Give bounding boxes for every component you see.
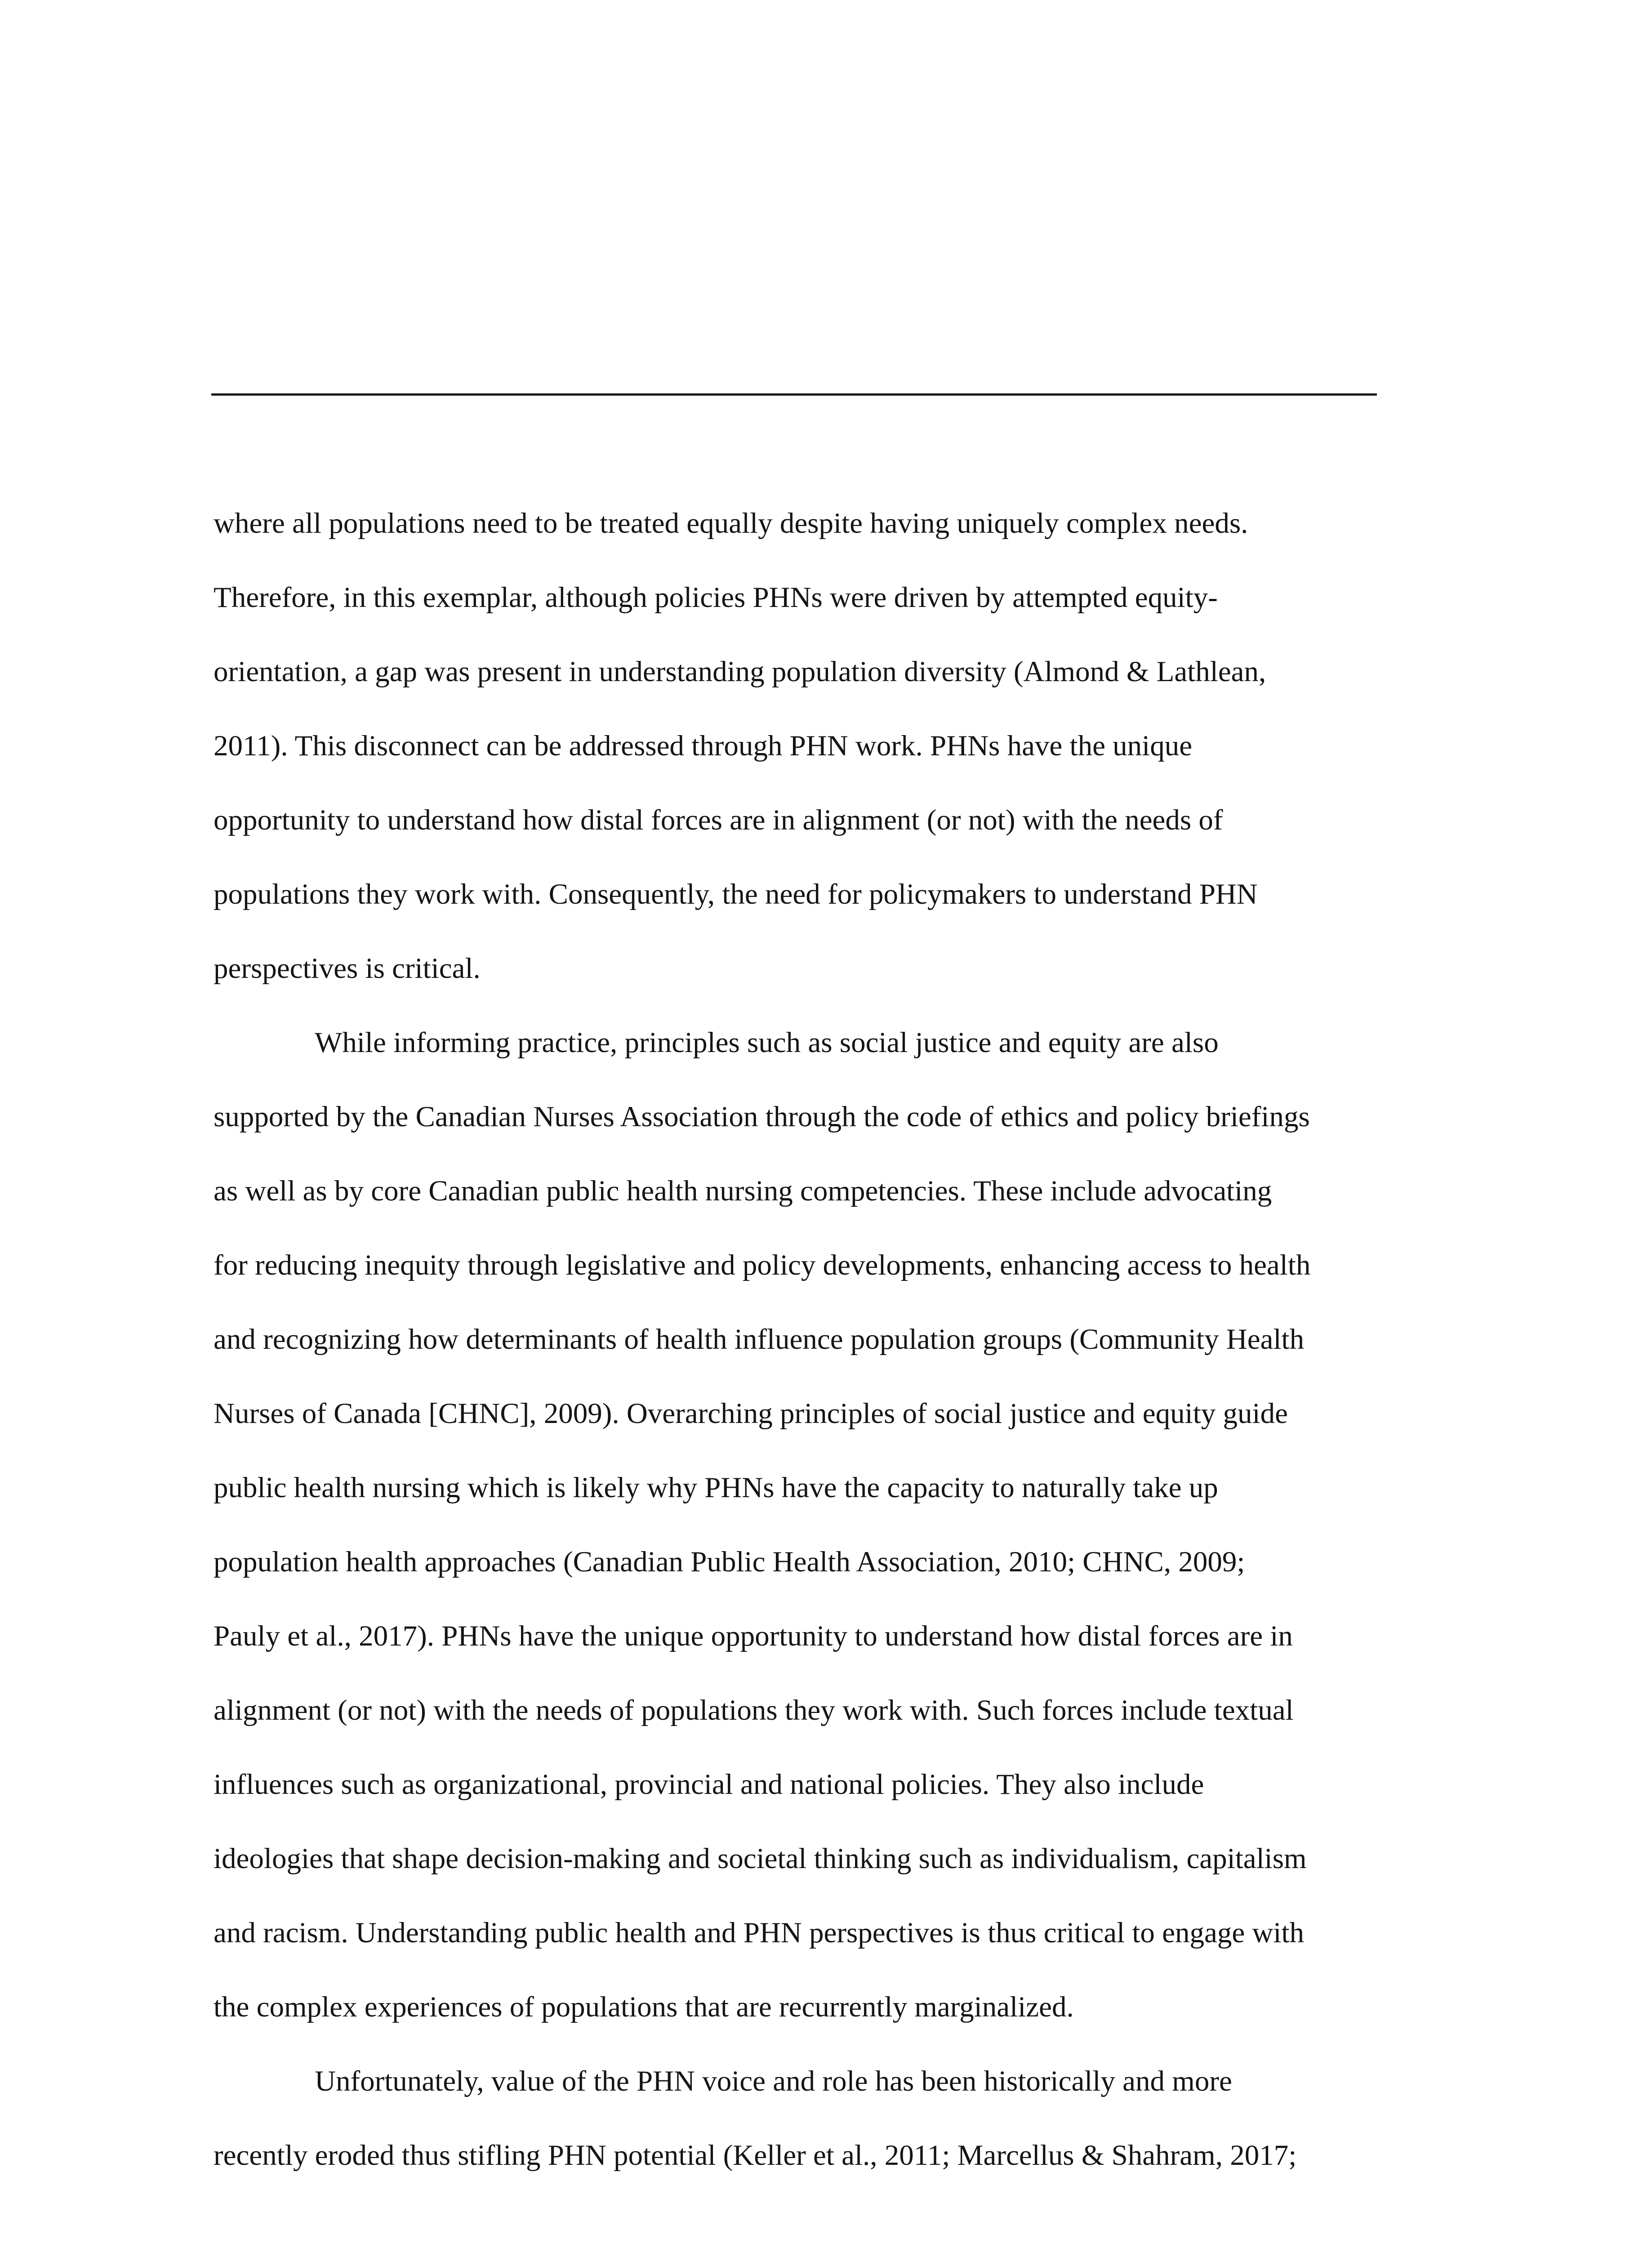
text-line: the complex experiences of populations that are recurrently marginalized.	[214, 1991, 1074, 2023]
text-line: alignment (or not) with the needs of populations they work with. Such forces include textual	[214, 1694, 1294, 1726]
text-line: where all populations need to be treated equally despite having uniquely complex needs.	[214, 507, 1248, 540]
text-line: for reducing inequity through legislative and policy developments, enhancing access to health	[214, 1249, 1311, 1281]
text-line: and racism. Understanding public health and PHN perspectives is thus critical to engage with	[214, 1917, 1305, 1949]
header-rule	[211, 393, 1377, 396]
text-line: ideologies that shape decision-making and societal thinking such as individualism, capitalism	[214, 1842, 1307, 1875]
text-line: and recognizing how determinants of health influence population groups (Community Health	[214, 1323, 1305, 1356]
text-line: orientation, a gap was present in understanding population diversity (Almond & Lathlean,	[214, 656, 1266, 688]
text-line: Pauly et al., 2017). PHNs have the unique opportunity to understand how distal forces are in	[214, 1620, 1293, 1652]
text-line: supported by the Canadian Nurses Association through the code of ethics and policy briefings	[214, 1101, 1310, 1133]
text-line: public health nursing which is likely why PHNs have the capacity to naturally take up	[214, 1472, 1218, 1504]
text-line: recently eroded thus stifling PHN potential (Keller et al., 2011; Marcellus & Shahram, 2017;	[214, 2139, 1297, 2172]
text-line: 2011). This disconnect can be addressed through PHN work. PHNs have the unique	[214, 730, 1193, 762]
text-line: Unfortunately, value of the PHN voice and role has been historically and more	[315, 2065, 1232, 2097]
text-line: Therefore, in this exemplar, although policies PHNs were driven by attempted equity-	[214, 581, 1218, 614]
text-line: Nurses of Canada [CHNC], 2009). Overarching principles of social justice and equity guide	[214, 1397, 1288, 1430]
text-line: perspectives is critical.	[214, 952, 481, 985]
text-line: opportunity to understand how distal forces are in alignment (or not) with the needs of	[214, 804, 1223, 836]
text-line: While informing practice, principles such as social justice and equity are also	[315, 1026, 1219, 1059]
body-text	[214, 486, 1432, 2193]
text-line: influences such as organizational, provincial and national policies. They also include	[214, 1768, 1204, 1801]
text-line: as well as by core Canadian public health nursing competencies. These include advocating	[214, 1175, 1272, 1207]
text-line: populations they work with. Consequently, the need for policymakers to understand PHN	[214, 878, 1258, 910]
text-line: population health approaches (Canadian Public Health Association, 2010; CHNC, 2009;	[214, 1546, 1245, 1578]
